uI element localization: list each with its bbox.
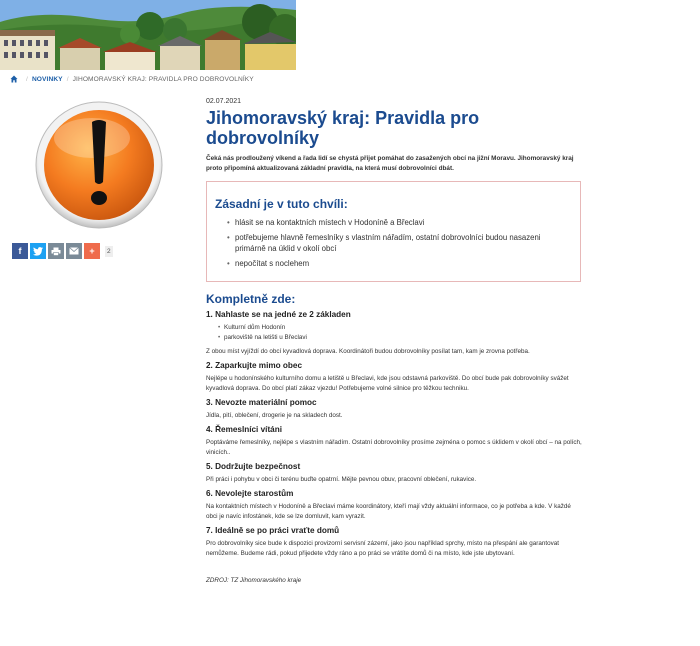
rule-text: Poptáváme řemeslníky, nejlépe s vlastním nářadím. Ostatní dobrovolníky prosíme zejména o pomoc s úklidem v okolí obcí – na polích, vinicích.. bbox=[206, 439, 582, 456]
highlight-box bbox=[206, 181, 581, 282]
rule-sublist-item: • parkoviště na letišti u Břeclavi bbox=[218, 333, 584, 343]
share-bar bbox=[12, 243, 113, 259]
rule-heading: 4. Řemeslníci vítáni bbox=[206, 425, 282, 434]
highlight-list bbox=[227, 217, 572, 269]
highlight-list-item: • potřebujeme hlavně řemeslníky s vlastním nářadím, ostatní dobrovolníci budou nasazeni primárně na úklid v okolí obcí bbox=[227, 232, 572, 254]
rule-heading: 1. Nahlaste se na jedné ze 2 základen bbox=[206, 310, 351, 319]
breadcrumb bbox=[10, 73, 254, 85]
rule-text: Z obou míst vyjíždí do obcí kyvadlová doprava. Koordinátoři budou dobrovolníky posílat tam, kam je zrovna potřeba. bbox=[206, 348, 530, 355]
plus-icon[interactable]: + bbox=[84, 243, 100, 259]
rule-sublist-item: • Kulturní dům Hodonín bbox=[218, 323, 584, 333]
twitter-icon[interactable] bbox=[30, 243, 46, 259]
rule-sublist bbox=[218, 323, 584, 343]
warning-exclamation-image bbox=[34, 100, 164, 230]
rule-text: Při práci i pohybu v obci či terénu buďte opatrní. Mějte pevnou obuv, pracovní oblečení, rukavice. bbox=[206, 476, 477, 483]
rule-text: Jídla, pití, oblečení, drogerie je na skladech dost. bbox=[206, 412, 343, 419]
breadcrumb-link-novinky[interactable]: NOVINKY bbox=[31, 75, 63, 83]
rule-heading: 3. Nevozte materiální pomoc bbox=[206, 398, 317, 407]
section-title: Kompletně zde: bbox=[206, 292, 296, 306]
highlight-list-item: • nepočítat s noclehem bbox=[227, 258, 572, 269]
highlight-list-item: • hlásit se na kontaktních místech v Hodoníně a Břeclavi bbox=[227, 217, 572, 228]
rule-text: Na kontaktních místech v Hodoníně a Břeclavi máme koordinátory, kteří mají vždy aktuální informace, co je potřeba a kde. V každé obci je navíc infostánek, kde se lze domluvit, kam vyrazit. bbox=[206, 503, 571, 520]
article-title: Jihomoravský kraj: Pravidla pro dobrovolníky bbox=[206, 108, 480, 148]
share-count: 2 bbox=[107, 247, 111, 255]
rule-text: Pro dobrovolníky sice bude k dispozici provizorní servisní zázemí, jako jsou například sprchy, místo na přespání ale garantovat nemůžeme. Budeme rádi, pokud přijedete vždy ráno a po práci se vrátíte domů či na místo, kde jste ubytovaní. bbox=[206, 540, 560, 557]
article bbox=[206, 98, 584, 584]
rule-heading: 6. Nevolejte starostům bbox=[206, 489, 294, 498]
header-photo bbox=[0, 0, 296, 70]
breadcrumb-current: JIHOMORAVSKÝ KRAJ: PRAVIDLA PRO DOBROVOLNÍKY bbox=[72, 75, 254, 83]
facebook-icon[interactable]: f bbox=[12, 243, 28, 259]
print-icon[interactable] bbox=[48, 243, 64, 259]
article-lead: Čeká nás prodloužený víkend a řada lidí se chystá přijet pomáhat do zasažených obcí na jižní Moravu. Jihomoravský kraj proto připomíná aktualizovaná základní pravidla, na která musí dobrovolníci dbát. bbox=[206, 155, 574, 172]
breadcrumb-separator: / bbox=[26, 75, 28, 83]
email-icon[interactable] bbox=[66, 243, 82, 259]
breadcrumb-separator: / bbox=[66, 75, 69, 83]
home-icon[interactable] bbox=[10, 75, 18, 83]
article-date: 02.07.2021 bbox=[206, 98, 242, 105]
rule-heading: 2. Zaparkujte mimo obec bbox=[206, 361, 303, 370]
rule-heading: 7. Ideálně se po práci vraťte domů bbox=[206, 526, 340, 535]
highlight-box-title: Zásadní je v tuto chvíli: bbox=[215, 197, 348, 211]
town-landscape-image bbox=[0, 0, 296, 70]
article-source: ZDROJ: TZ Jihomoravského kraje bbox=[206, 577, 302, 584]
rule-heading: 5. Dodržujte bezpečnost bbox=[206, 462, 301, 471]
rule-text: Nejlépe u hodonínského kulturního domu a letiště u Břeclavi, kde jsou odstavná parkoviště. Do obcí bude pak dobrovolníky svážet kyvadlová doprava. Do obcí platí zákaz vjezdu! Potřebujeme volné silnice pro těžkou techniku. bbox=[206, 375, 569, 392]
